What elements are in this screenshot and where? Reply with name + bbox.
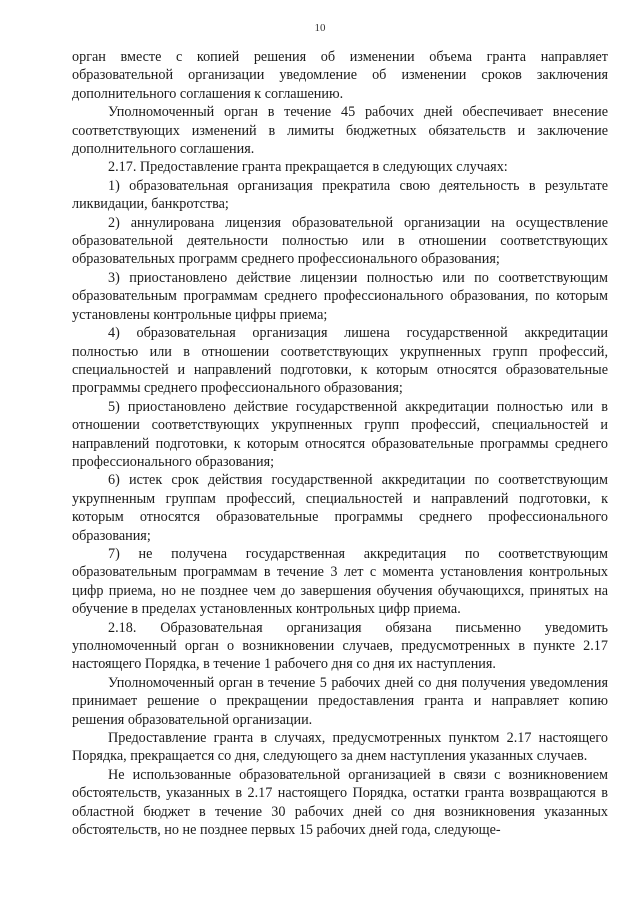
paragraph: орган вместе с копией решения об изменении объема гранта направляет образовательной организации уведомление об изменении сроков заключения дополнительного соглашения к соглашению.	[72, 49, 608, 102]
document-body	[72, 48, 608, 839]
paragraph: 4) образовательная организация лишена государственной аккредитации полностью или в отношении соответствующих укрупненных групп профессий, специальностей и направлений подготовки, к которым относятся образовательные программы среднего профессионального образования;	[72, 325, 608, 397]
paragraph: 2.17. Предоставление гранта прекращается в следующих случаях:	[108, 159, 508, 176]
paragraph: 7) не получена государственная аккредитация по соответствующим образовательным программам в течение 3 лет с момента установления контрольных цифр приема, но не позднее чем до завершения обучения обучающихся, принятых на обучение в пределах установленных контрольных цифр приема.	[72, 545, 608, 618]
paragraph: 2) аннулирована лицензия образовательной организации на осуществление образовательной деятельности полностью или в отношении соответствующих образовательных программ среднего профессионального образования;	[72, 214, 608, 268]
paragraph: 2.18. Образовательная организация обязана письменно уведомить уполномоченный орган о возникновении случаев, предусмотренных в пункте 2.17 настоящего Порядка, в течение 1 рабочего дня со дня их наступления.	[72, 619, 608, 673]
paragraph: Не использованные образовательной организацией в связи с возникновением обстоятельств, указанных в 2.17 настоящего Порядка, остатки гранта возвращаются в областной бюджет в течение 30 рабочих дней со дня возникновения указанных обстоятельств, но не позднее первых 15 рабочих дней года, следующе-	[72, 766, 608, 839]
paragraph: 5) приостановлено действие государственной аккредитации полностью или в отношении соответствующих укрупненных групп профессий, специальностей и направлений подготовки, к которым относятся образовательные программы среднего профессионального образования;	[72, 398, 608, 470]
paragraph: 1) образовательная организация прекратила свою деятельность в результате ликвидации, банкротства;	[72, 177, 608, 213]
page-number: 10	[314, 22, 326, 34]
paragraph: Предоставление гранта в случаях, предусмотренных пунктом 2.17 настоящего Порядка, прекращается со дня, следующего за днем наступления указанных случаев.	[72, 730, 608, 765]
paragraph: 3) приостановлено действие лицензии полностью или по соответствующим образовательным программам среднего профессионального образования, по которым установлены контрольные цифры приема;	[72, 269, 608, 323]
paragraph: Уполномоченный орган в течение 5 рабочих дней со дня получения уведомления принимает решение о прекращении предоставления гранта и направляет копию решения образовательной организации.	[72, 674, 608, 728]
paragraph: Уполномоченный орган в течение 45 рабочих дней обеспечивает внесение соответствующих изменений в лимиты бюджетных обязательств и заключение дополнительного соглашения.	[72, 104, 608, 158]
paragraph: 6) истек срок действия государственной аккредитации по соответствующим укрупненным группам профессий, специальностей и направлений подготовки, к которым относятся образовательные программы среднего профессионального образования;	[72, 472, 608, 544]
